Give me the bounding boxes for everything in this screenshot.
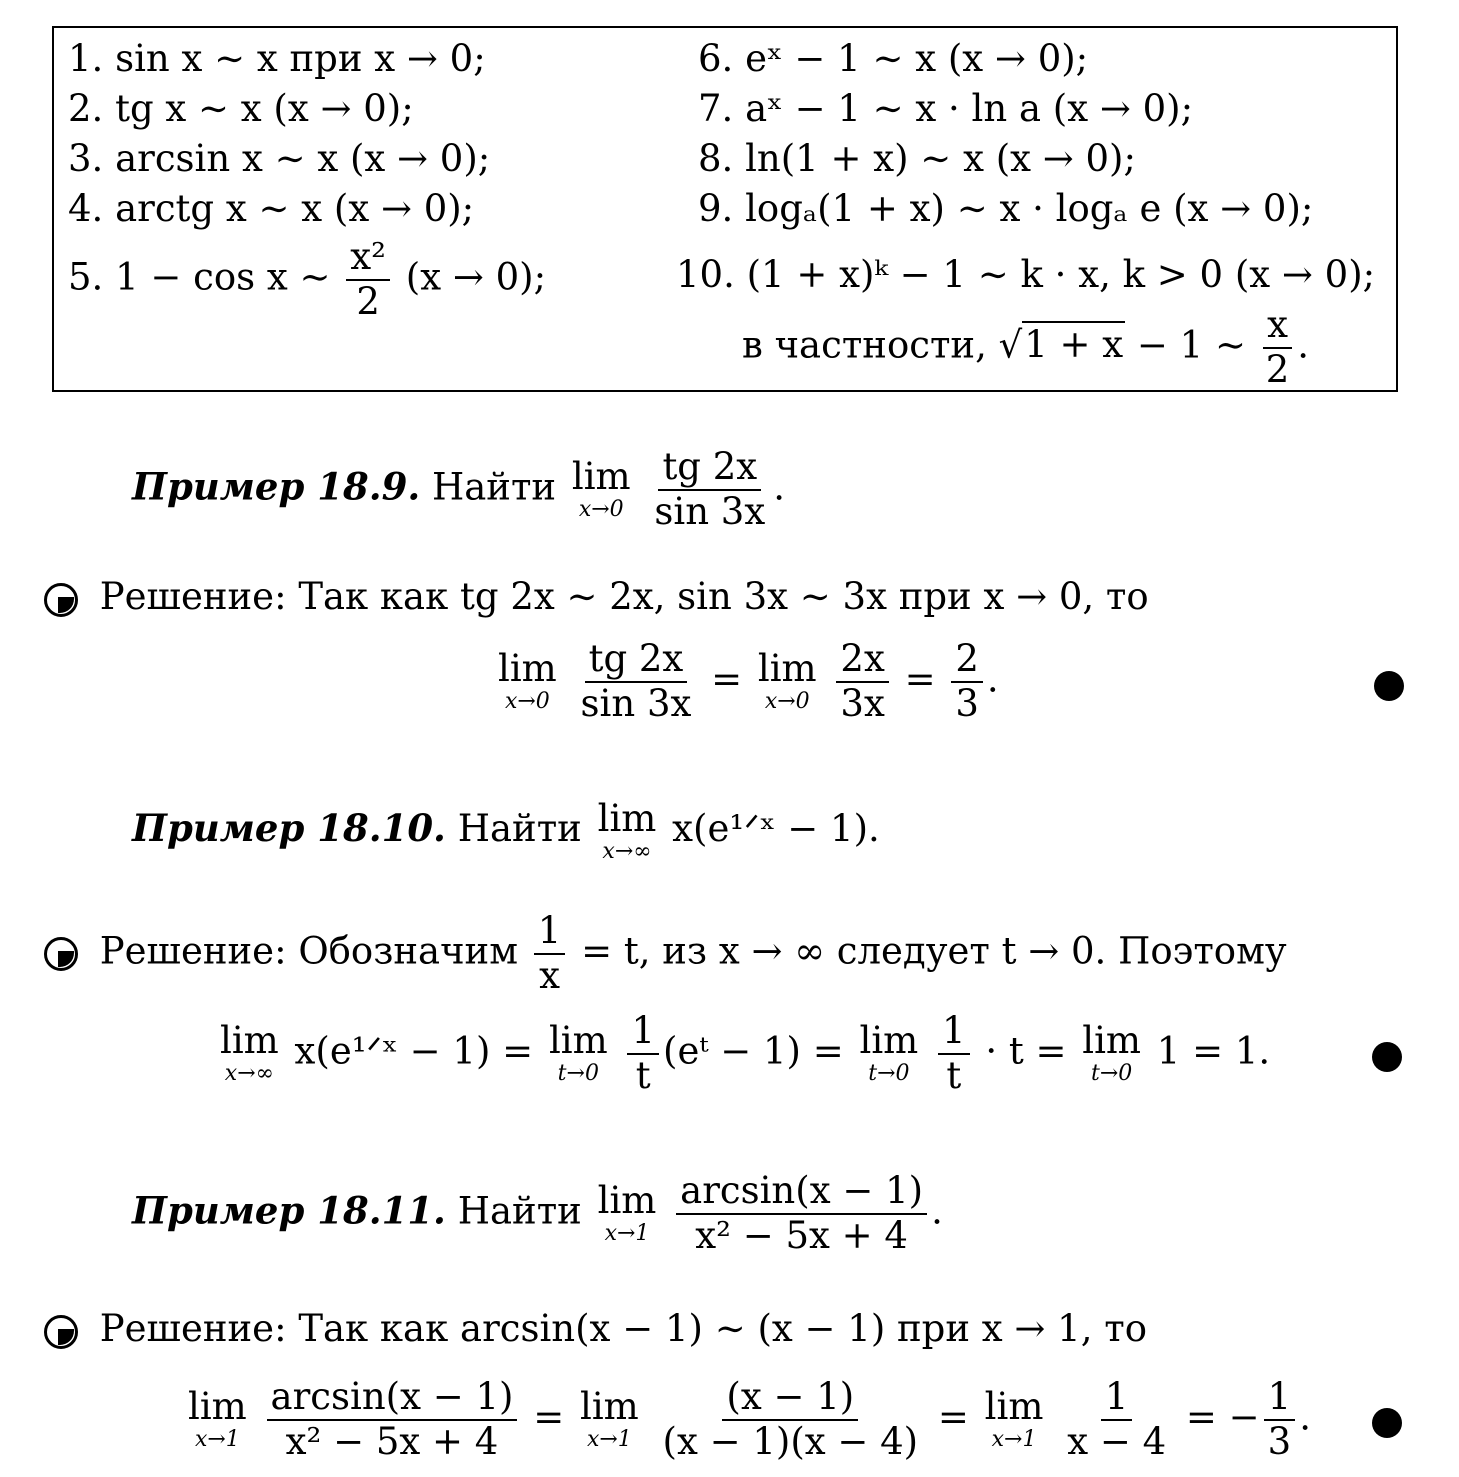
equiv-4: 4. arctg x ∼ x (x → 0); xyxy=(68,187,475,230)
example-18-11-task: Пример 18.11. Найти lim x→1 $\frac{\arcsin(x - 1)}{\text{x² − 5x + 4}}$ . xyxy=(132,1169,943,1257)
example-18-11-solution: Решение: Так как arcsin(x − 1) ∼ (x − 1) при x → 1, то xyxy=(44,1310,1147,1349)
example-18-10-result: lim x→∞ x(e¹ᐟˣ − 1) = lim t→0 $\frac{1}{t}$ (eᵗ − 1) = lim t→0 $\frac{1}{t}$ · t = lim t→0 1 = 1. xyxy=(220,1009,1271,1097)
equiv-5: 5. 1 − cos x ∼ $\frac{\text{x²}}{2}$ (x → 0); xyxy=(68,235,547,323)
equiv-1: 1. sin x ∼ x при x → 0; xyxy=(68,37,486,80)
equiv-10-special: в частности, √1 + x − 1 ∼ $\frac{x}{2}$ . xyxy=(742,303,1310,391)
end-of-proof-marker xyxy=(1372,1042,1402,1072)
equiv-6: 6. eˣ − 1 ∼ x (x → 0); xyxy=(698,37,1089,80)
end-of-proof-marker xyxy=(1374,671,1404,701)
equiv-3: 3. arcsin x ∼ x (x → 0); xyxy=(68,137,491,180)
equiv-8: 8. ln(1 + x) ∼ x (x → 0); xyxy=(698,137,1136,180)
example-title: Пример 18.10. xyxy=(132,806,446,850)
special-fraction: $\frac{x}{2}$ xyxy=(1262,306,1294,390)
example-18-10-solution: Решение: Обозначим $\frac{1}{x}$ = t, из x → ∞ следует t → 0. Поэтому xyxy=(44,912,1287,996)
example-18-11-result: lim x→1 $\frac{\arcsin(x - 1)}{\text{x² − 5x + 4}}$ = lim x→1 $\frac{(x - 1)}{(x - 1)(x - 4)}$ = lim x→1 $\frac{1}{x - 4}$ = − $\frac{1}{3}$ . xyxy=(188,1375,1311,1463)
equiv-7: 7. aˣ − 1 ∼ x · ln a (x → 0); xyxy=(698,87,1194,130)
solution-icon xyxy=(44,937,78,971)
example-18-9-solution: Решение: Так как tg 2x ∼ 2x, sin 3x ∼ 3x при x → 0, то xyxy=(44,578,1149,617)
example-title: Пример 18.9. xyxy=(132,464,421,509)
solution-icon xyxy=(44,1315,78,1349)
example-title: Пример 18.11. xyxy=(132,1188,446,1233)
equiv-2: 2. tg x ∼ x (x → 0); xyxy=(68,87,414,130)
example-18-9-result: lim x→0 $\frac{tg 2x}{\sin 3x}$ = lim x→0 $\frac{2x}{3x}$ = $\frac{2}{3}$ . xyxy=(498,637,999,725)
equiv-9: 9. logₐ(1 + x) ∼ x · logₐ e (x → 0); xyxy=(698,187,1314,230)
solution-icon xyxy=(44,583,78,617)
example-18-10-task: Пример 18.10. Найти lim x→∞ x(e¹ᐟˣ − 1). xyxy=(132,797,880,864)
end-of-proof-marker xyxy=(1372,1408,1402,1438)
example-18-9-task: Пример 18.9. Найти lim x→0 $\frac{tg 2x}{\sin 3x}$ . xyxy=(132,445,785,533)
equiv-10: 10. (1 + x)ᵏ − 1 ∼ k · x, k > 0 (x → 0); xyxy=(676,253,1376,296)
equiv-5-fraction: $\frac{\text{x²}}{2}$ xyxy=(346,238,390,322)
